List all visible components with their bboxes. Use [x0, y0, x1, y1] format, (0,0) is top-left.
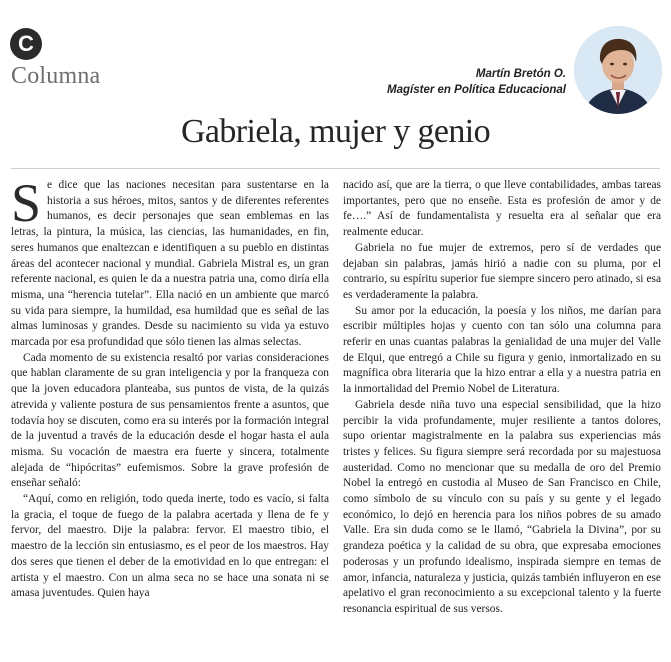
paragraph-continuation: nacido así, que are la tierra, o que lleve contabilidades, ambas tareas importantes, pero que no enseñe. Esta es profesión de amor y de fe….” Así de fundamentalista y resuelta era al señalar que era realmente educar. — [343, 179, 661, 239]
author-name: Martín Bretón O. — [475, 68, 566, 80]
paragraph — [11, 173, 329, 351]
author-title: Magíster en Política Educacional — [387, 84, 566, 96]
column-right — [343, 178, 661, 618]
drop-cap: S — [11, 173, 42, 233]
author-byline — [387, 66, 566, 98]
paragraph: Su amor por la educación, la poesía y los niños, me darían para escribir múltiples hojas y cuento con tan sólo una columna para referir en unas cuantas palabras la genialidad de una mujer del Valle de Elqui, que entregó a Chile su figura y genio, inmortalizado en su magnífica obra literaria que la hizo entrar a ella y a nuestra patria en la inmortalidad del Premio Nobel de Literatura. — [343, 304, 661, 396]
author-photo — [574, 26, 662, 114]
section-label: Columna — [11, 63, 101, 89]
paragraph: Gabriela no fue mujer de extremos, pero sí de verdades que dejaban sin palabras, jamás hirió a nadie con su pluma, por el contrario, su espíritu superior fue siempre sincero pero atinado, si esa es verdaderamente la palabra. — [343, 241, 661, 301]
column-left — [11, 173, 329, 602]
paragraph: “Aquí, como en religión, todo queda inerte, todo es vacío, si falta la gracia, el toque de fuego de la palabra acertada y llena de fe y fervor, del maestro. Dije la palabra: fervor. El maestro tibio, el maestro de la lección sin entusiasmo, es el peor de los maestros. Hay dos seres que tienen el deber de la emotividad en lo que entregan: el artista y el maestro. Con un alma seca no se hace una sonata ni se amasa juventudes. Quien haya — [11, 493, 329, 600]
author-portrait-icon — [574, 26, 662, 114]
paragraph: Cada momento de su existencia resaltó por varias consideraciones que hablan claramente de su gran inteligencia y por la franqueza con que la joven educadora planteaba, sus puntos de vista, de la quizás atrevida y valiente postura de sus pensamientos frente a asuntos, que todavía hoy se discuten, como era su interés por la formación integral de la juventud a través de la educación desde el hogar hasta el aula misma. Su vocación de maestra era fuerte y sincera, totalmente alejada de “hipócritas” eufemismos. Sobre la grave profesión de enseñar señaló: — [11, 351, 329, 490]
column-badge: C — [10, 28, 42, 60]
title-divider — [11, 168, 660, 169]
article-title: Gabriela, mujer y genio — [180, 113, 491, 150]
paragraph-text: e dice que las naciones necesitan para sustentarse en la historia a sus héroes, mitos, santos y de diferentes referentes humanos, es decir personajes que sean emblemas en las letras, la pintura, la música, las ciencias, las humanidades, en fin, seres humanos que enaltezcan e identifiquen a su pueblo en distintas áreas del acontecer nacional y mundial. Gabriela Mistral es, un gran referente nacional, es quien le da a nuestra patria una, como diría ella misma, una “herencia tutelar”. Ella nació en un ambiente que marcó su vida para siempre, la humildad, esa humildad que es señal de las almas luminosas y grandes. Desde su nacimiento su vida ya estuvo marcada por esa profundidad que sólo tienen las almas selectas. — [11, 179, 329, 349]
paragraph: Gabriela desde niña tuvo una especial sensibilidad, que la hizo percibir la vida profundamente, mujer resiliente a tantos dolores, supo orientar magistralmente en la palabra sus experiencias más tristes y felices. Su figura siempre será recordada por su majestuosa austeridad. Como no mencionar que su medalla de oro del Premio Nobel la entregó en custodia al Museo de San Francisco en Chile, como símbolo de su vínculo con su país y su gente y el legado económico, lo dejó en herencia para los niños pobres de su amado Valle. Era sin duda como se le llamó, “Gabriela la Divina”, por su grandeza poética y la calidad de su obra, que expresaba emociones poderosas y un profundo idealismo, inspirada siempre en temas de amor, infancia, naturaleza y justicia, quizás también influyeron en ese apelativo el gran reconocimiento a su excepcional talento y la fuerte resonancia espiritual de sus versos. — [343, 398, 661, 615]
